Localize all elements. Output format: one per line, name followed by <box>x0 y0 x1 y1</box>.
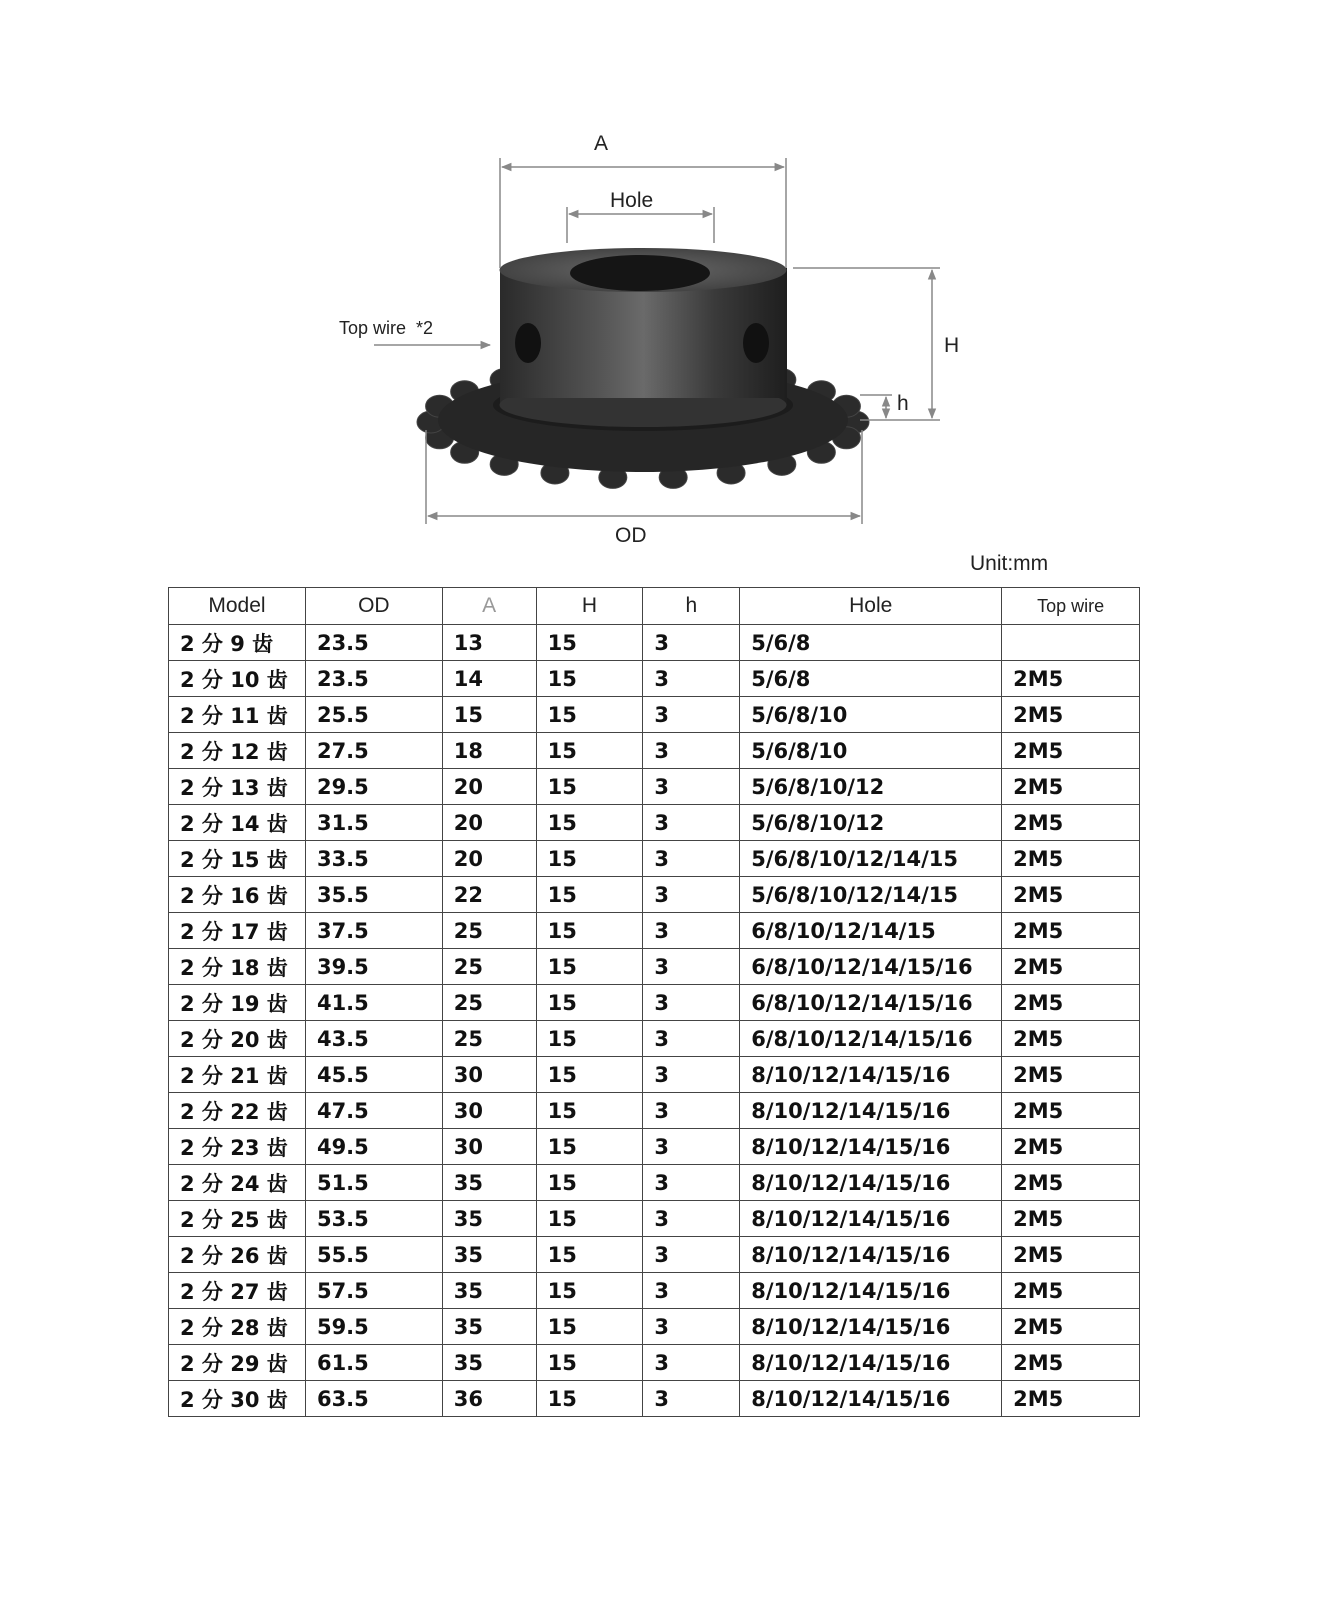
cell-hole: 8/10/12/14/15/16 <box>740 1237 1002 1273</box>
cell-hole: 5/6/8/10 <box>740 733 1002 769</box>
cell-od: 53.5 <box>305 1201 442 1237</box>
cell-od: 43.5 <box>305 1021 442 1057</box>
cell-model: 2 分 14 齿 <box>169 805 306 841</box>
column-header-top-wire: Top wire <box>1002 588 1140 625</box>
cell-hole: 6/8/10/12/14/15/16 <box>740 985 1002 1021</box>
table-row <box>169 697 1140 733</box>
cell-top-wire: 2M5 <box>1002 1021 1140 1057</box>
cell-model: 2 分 21 齿 <box>169 1057 306 1093</box>
cell-od: 47.5 <box>305 1093 442 1129</box>
cell-top-wire: 2M5 <box>1002 697 1140 733</box>
cell-a: 15 <box>442 697 536 733</box>
cell-top-wire: 2M5 <box>1002 1057 1140 1093</box>
table-header-row <box>169 588 1140 625</box>
column-header-od: OD <box>305 588 442 625</box>
spec-table <box>168 587 1140 1417</box>
cell-od: 29.5 <box>305 769 442 805</box>
table-row <box>169 1309 1140 1345</box>
cell-h: 3 <box>643 1201 740 1237</box>
set-screw-hole <box>515 323 541 363</box>
cell-h: 3 <box>643 1237 740 1273</box>
cell-hole: 6/8/10/12/14/15/16 <box>740 949 1002 985</box>
cell-model: 2 分 29 齿 <box>169 1345 306 1381</box>
cell-H: 15 <box>536 661 643 697</box>
cell-h: 3 <box>643 913 740 949</box>
cell-top-wire: 2M5 <box>1002 1093 1140 1129</box>
cell-top-wire: 2M5 <box>1002 985 1140 1021</box>
cell-od: 33.5 <box>305 841 442 877</box>
column-header-model: Model <box>169 588 306 625</box>
dimension-label-od: OD <box>615 524 647 547</box>
cell-h: 3 <box>643 1093 740 1129</box>
cell-hole: 5/6/8/10/12 <box>740 769 1002 805</box>
cell-model: 2 分 20 齿 <box>169 1021 306 1057</box>
cell-hole: 8/10/12/14/15/16 <box>740 1093 1002 1129</box>
cell-h: 3 <box>643 733 740 769</box>
cell-a: 36 <box>442 1381 536 1417</box>
cell-a: 18 <box>442 733 536 769</box>
cell-h: 3 <box>643 1309 740 1345</box>
table-row <box>169 1273 1140 1309</box>
cell-hole: 5/6/8 <box>740 661 1002 697</box>
sprocket-dimension-diagram <box>0 0 1334 560</box>
cell-h: 3 <box>643 949 740 985</box>
dimension-label-hole: Hole <box>610 189 654 212</box>
cell-top-wire: 2M5 <box>1002 661 1140 697</box>
cell-model: 2 分 28 齿 <box>169 1309 306 1345</box>
cell-od: 37.5 <box>305 913 442 949</box>
cell-hole: 8/10/12/14/15/16 <box>740 1057 1002 1093</box>
cell-H: 15 <box>536 877 643 913</box>
cell-h: 3 <box>643 1057 740 1093</box>
cell-a: 22 <box>442 877 536 913</box>
cell-od: 57.5 <box>305 1273 442 1309</box>
cell-model: 2 分 12 齿 <box>169 733 306 769</box>
cell-model: 2 分 24 齿 <box>169 1165 306 1201</box>
cell-a: 14 <box>442 661 536 697</box>
cell-H: 15 <box>536 1237 643 1273</box>
cell-model: 2 分 9 齿 <box>169 625 306 661</box>
cell-H: 15 <box>536 913 643 949</box>
cell-od: 63.5 <box>305 1381 442 1417</box>
cell-top-wire: 2M5 <box>1002 1237 1140 1273</box>
cell-H: 15 <box>536 1021 643 1057</box>
dimension-label-H: H <box>944 334 960 357</box>
table-row <box>169 769 1140 805</box>
cell-model: 2 分 16 齿 <box>169 877 306 913</box>
cell-model: 2 分 13 齿 <box>169 769 306 805</box>
column-header-hole: Hole <box>740 588 1002 625</box>
cell-h: 3 <box>643 625 740 661</box>
cell-top-wire: 2M5 <box>1002 733 1140 769</box>
cell-top-wire <box>1002 625 1140 661</box>
cell-model: 2 分 15 齿 <box>169 841 306 877</box>
table-row <box>169 877 1140 913</box>
cell-a: 25 <box>442 949 536 985</box>
cell-a: 30 <box>442 1057 536 1093</box>
cell-H: 15 <box>536 625 643 661</box>
cell-H: 15 <box>536 733 643 769</box>
cell-h: 3 <box>643 697 740 733</box>
cell-top-wire: 2M5 <box>1002 1273 1140 1309</box>
table-row <box>169 1345 1140 1381</box>
dimension-label-h: h <box>897 392 909 415</box>
cell-top-wire: 2M5 <box>1002 913 1140 949</box>
cell-a: 13 <box>442 625 536 661</box>
cell-H: 15 <box>536 1309 643 1345</box>
table-row <box>169 1021 1140 1057</box>
cell-model: 2 分 18 齿 <box>169 949 306 985</box>
table-row <box>169 1381 1140 1417</box>
cell-a: 30 <box>442 1093 536 1129</box>
cell-a: 35 <box>442 1165 536 1201</box>
cell-top-wire: 2M5 <box>1002 1201 1140 1237</box>
cell-hole: 5/6/8/10/12 <box>740 805 1002 841</box>
cell-h: 3 <box>643 1273 740 1309</box>
cell-h: 3 <box>643 1165 740 1201</box>
cell-a: 25 <box>442 913 536 949</box>
cell-hole: 8/10/12/14/15/16 <box>740 1165 1002 1201</box>
cell-od: 49.5 <box>305 1129 442 1165</box>
table-row <box>169 949 1140 985</box>
cell-hole: 8/10/12/14/15/16 <box>740 1345 1002 1381</box>
cell-od: 23.5 <box>305 625 442 661</box>
cell-a: 30 <box>442 1129 536 1165</box>
table-row <box>169 1057 1140 1093</box>
cell-H: 15 <box>536 1093 643 1129</box>
cell-h: 3 <box>643 985 740 1021</box>
cell-hole: 8/10/12/14/15/16 <box>740 1201 1002 1237</box>
cell-model: 2 分 10 齿 <box>169 661 306 697</box>
cell-h: 3 <box>643 1129 740 1165</box>
table-row <box>169 1201 1140 1237</box>
cell-h: 3 <box>643 769 740 805</box>
cell-h: 3 <box>643 661 740 697</box>
cell-a: 20 <box>442 769 536 805</box>
cell-H: 15 <box>536 1273 643 1309</box>
cell-top-wire: 2M5 <box>1002 949 1140 985</box>
cell-H: 15 <box>536 1381 643 1417</box>
cell-H: 15 <box>536 949 643 985</box>
cell-top-wire: 2M5 <box>1002 769 1140 805</box>
cell-od: 55.5 <box>305 1237 442 1273</box>
cell-od: 35.5 <box>305 877 442 913</box>
cell-H: 15 <box>536 805 643 841</box>
cell-a: 35 <box>442 1273 536 1309</box>
cell-h: 3 <box>643 1021 740 1057</box>
table-row <box>169 913 1140 949</box>
cell-a: 20 <box>442 841 536 877</box>
cell-hole: 8/10/12/14/15/16 <box>740 1273 1002 1309</box>
cell-hole: 8/10/12/14/15/16 <box>740 1129 1002 1165</box>
cell-a: 35 <box>442 1237 536 1273</box>
table-row <box>169 1165 1140 1201</box>
cell-top-wire: 2M5 <box>1002 877 1140 913</box>
cell-model: 2 分 26 齿 <box>169 1237 306 1273</box>
cell-a: 25 <box>442 985 536 1021</box>
cell-top-wire: 2M5 <box>1002 805 1140 841</box>
cell-od: 39.5 <box>305 949 442 985</box>
cell-od: 25.5 <box>305 697 442 733</box>
cell-h: 3 <box>643 877 740 913</box>
cell-model: 2 分 19 齿 <box>169 985 306 1021</box>
cell-hole: 5/6/8/10/12/14/15 <box>740 877 1002 913</box>
cell-top-wire: 2M5 <box>1002 1309 1140 1345</box>
cell-a: 20 <box>442 805 536 841</box>
table-row <box>169 733 1140 769</box>
cell-top-wire: 2M5 <box>1002 841 1140 877</box>
cell-top-wire: 2M5 <box>1002 1345 1140 1381</box>
cell-H: 15 <box>536 1129 643 1165</box>
table-row <box>169 661 1140 697</box>
column-header-H: H <box>536 588 643 625</box>
set-screw-hole <box>743 323 769 363</box>
sprocket-illustration <box>0 0 1334 560</box>
cell-a: 25 <box>442 1021 536 1057</box>
cell-H: 15 <box>536 769 643 805</box>
cell-hole: 5/6/8/10/12/14/15 <box>740 841 1002 877</box>
cell-h: 3 <box>643 805 740 841</box>
cell-H: 15 <box>536 1345 643 1381</box>
cell-top-wire: 2M5 <box>1002 1381 1140 1417</box>
cell-h: 3 <box>643 1345 740 1381</box>
top-wire-label: Top wire *2 <box>339 318 434 338</box>
cell-a: 35 <box>442 1201 536 1237</box>
cell-top-wire: 2M5 <box>1002 1165 1140 1201</box>
table-row <box>169 805 1140 841</box>
cell-od: 41.5 <box>305 985 442 1021</box>
cell-model: 2 分 25 齿 <box>169 1201 306 1237</box>
table-row <box>169 841 1140 877</box>
cell-H: 15 <box>536 985 643 1021</box>
cell-H: 15 <box>536 1201 643 1237</box>
cell-hole: 6/8/10/12/14/15/16 <box>740 1021 1002 1057</box>
cell-H: 15 <box>536 1057 643 1093</box>
cell-hole: 8/10/12/14/15/16 <box>740 1309 1002 1345</box>
cell-hole: 6/8/10/12/14/15 <box>740 913 1002 949</box>
table-row <box>169 985 1140 1021</box>
cell-H: 15 <box>536 697 643 733</box>
cell-model: 2 分 11 齿 <box>169 697 306 733</box>
cell-model: 2 分 17 齿 <box>169 913 306 949</box>
cell-od: 59.5 <box>305 1309 442 1345</box>
cell-a: 35 <box>442 1309 536 1345</box>
cell-od: 45.5 <box>305 1057 442 1093</box>
cell-model: 2 分 30 齿 <box>169 1381 306 1417</box>
cell-h: 3 <box>643 841 740 877</box>
column-header-h: h <box>643 588 740 625</box>
cell-od: 23.5 <box>305 661 442 697</box>
table-row <box>169 625 1140 661</box>
cell-hole: 5/6/8 <box>740 625 1002 661</box>
cell-H: 15 <box>536 1165 643 1201</box>
cell-od: 51.5 <box>305 1165 442 1201</box>
cell-hole: 8/10/12/14/15/16 <box>740 1381 1002 1417</box>
table-row <box>169 1129 1140 1165</box>
cell-od: 27.5 <box>305 733 442 769</box>
table-row <box>169 1237 1140 1273</box>
cell-model: 2 分 22 齿 <box>169 1093 306 1129</box>
dimension-label-a: A <box>594 132 609 155</box>
table-row <box>169 1093 1140 1129</box>
cell-h: 3 <box>643 1381 740 1417</box>
cell-top-wire: 2M5 <box>1002 1129 1140 1165</box>
cell-model: 2 分 27 齿 <box>169 1273 306 1309</box>
cell-model: 2 分 23 齿 <box>169 1129 306 1165</box>
cell-a: 35 <box>442 1345 536 1381</box>
cell-H: 15 <box>536 841 643 877</box>
cell-hole: 5/6/8/10 <box>740 697 1002 733</box>
unit-label: Unit:mm <box>970 552 1049 575</box>
column-header-a: A <box>442 588 536 625</box>
cell-od: 31.5 <box>305 805 442 841</box>
cell-od: 61.5 <box>305 1345 442 1381</box>
